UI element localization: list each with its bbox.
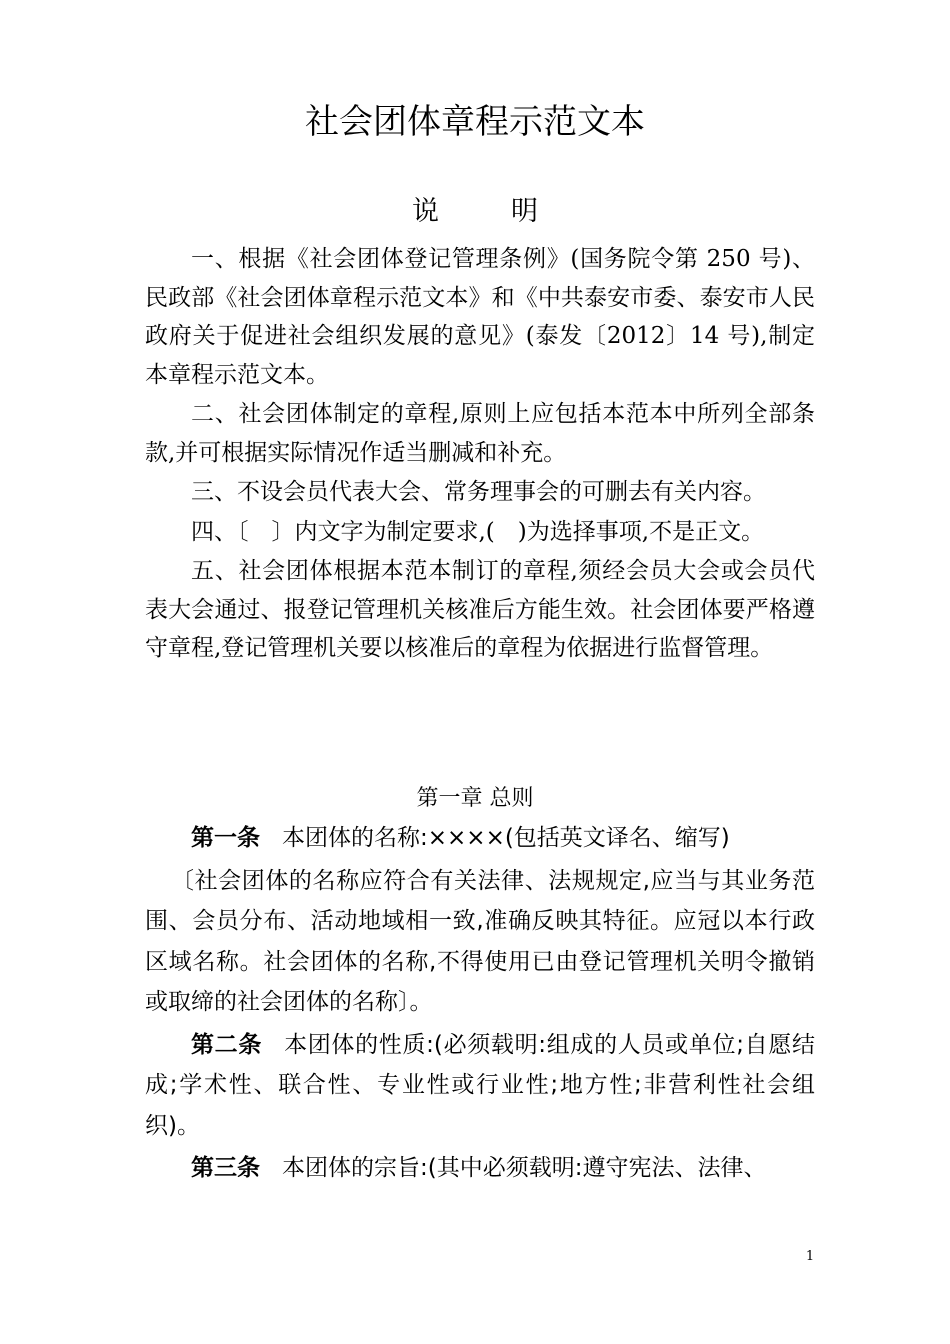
- article-text: 〔社会团体的名称应符合有关法律、法规规定,应当与其业务范围、会员分布、活动地域相一致,准确反映其特征。应冠以本行政区域名称。社会团体的名称,不得使用已由登记管理机关明令撤销或取缔的社会团体的名称〕。: [145, 867, 815, 1015]
- notes-section: [145, 240, 815, 669]
- article-text: 本团体的名称:××××(包括英文译名、缩写): [282, 825, 730, 851]
- note-paragraph: 三、不设会员代表大会、常务理事会的可删去有关内容。: [191, 479, 766, 505]
- section-heading: [0, 194, 950, 230]
- note-paragraph: 二、社会团体制定的章程,原则上应包括本范本中所列全部条款,并可根据实际情况作适当删减和补充。: [145, 401, 815, 466]
- article-label: 第一条: [191, 825, 260, 851]
- heading-part2: 明: [511, 196, 538, 227]
- article-paragraph: [145, 1025, 815, 1147]
- article-label: 第三条: [191, 1155, 260, 1181]
- chapter-title: 第一章 总则: [416, 786, 534, 811]
- article-text: 本团体的性质:(必须载明:组成的人员或单位;自愿结成;学术性、联合性、专业性或行业性;地方性;非营利性社会组织)。: [145, 1031, 815, 1139]
- article-label: 第二条: [191, 1031, 263, 1058]
- article-note-paragraph: [145, 861, 815, 1023]
- document-title: 社会团体章程示范文本: [305, 102, 645, 142]
- page-number: 1: [805, 1249, 815, 1264]
- articles-section: [145, 818, 815, 1191]
- article-text: 本团体的宗旨:(其中必须载明:遵守宪法、法律、: [282, 1155, 767, 1181]
- article-paragraph: [145, 1148, 815, 1189]
- article-paragraph: [145, 818, 815, 859]
- note-paragraph: 五、社会团体根据本范本制订的章程,须经会员大会或会员代表大会通过、报登记管理机关核准后方能生效。社会团体要严格遵守章程,登记管理机关要以核准后的章程为依据进行监督管理。: [145, 558, 815, 661]
- heading-part1: 说: [412, 196, 439, 227]
- note-paragraph: 一、根据《社会团体登记管理条例》(国务院令第 250 号)、民政部《社会团体章程示范文本》和《中共泰安市委、泰安市人民政府关于促进社会组织发展的意见》(泰发〔2012〕14 号),制定本章程示范文本。: [145, 246, 815, 388]
- note-paragraph: 四、〔 〕内文字为制定要求,( )为选择事项,不是正文。: [191, 518, 765, 545]
